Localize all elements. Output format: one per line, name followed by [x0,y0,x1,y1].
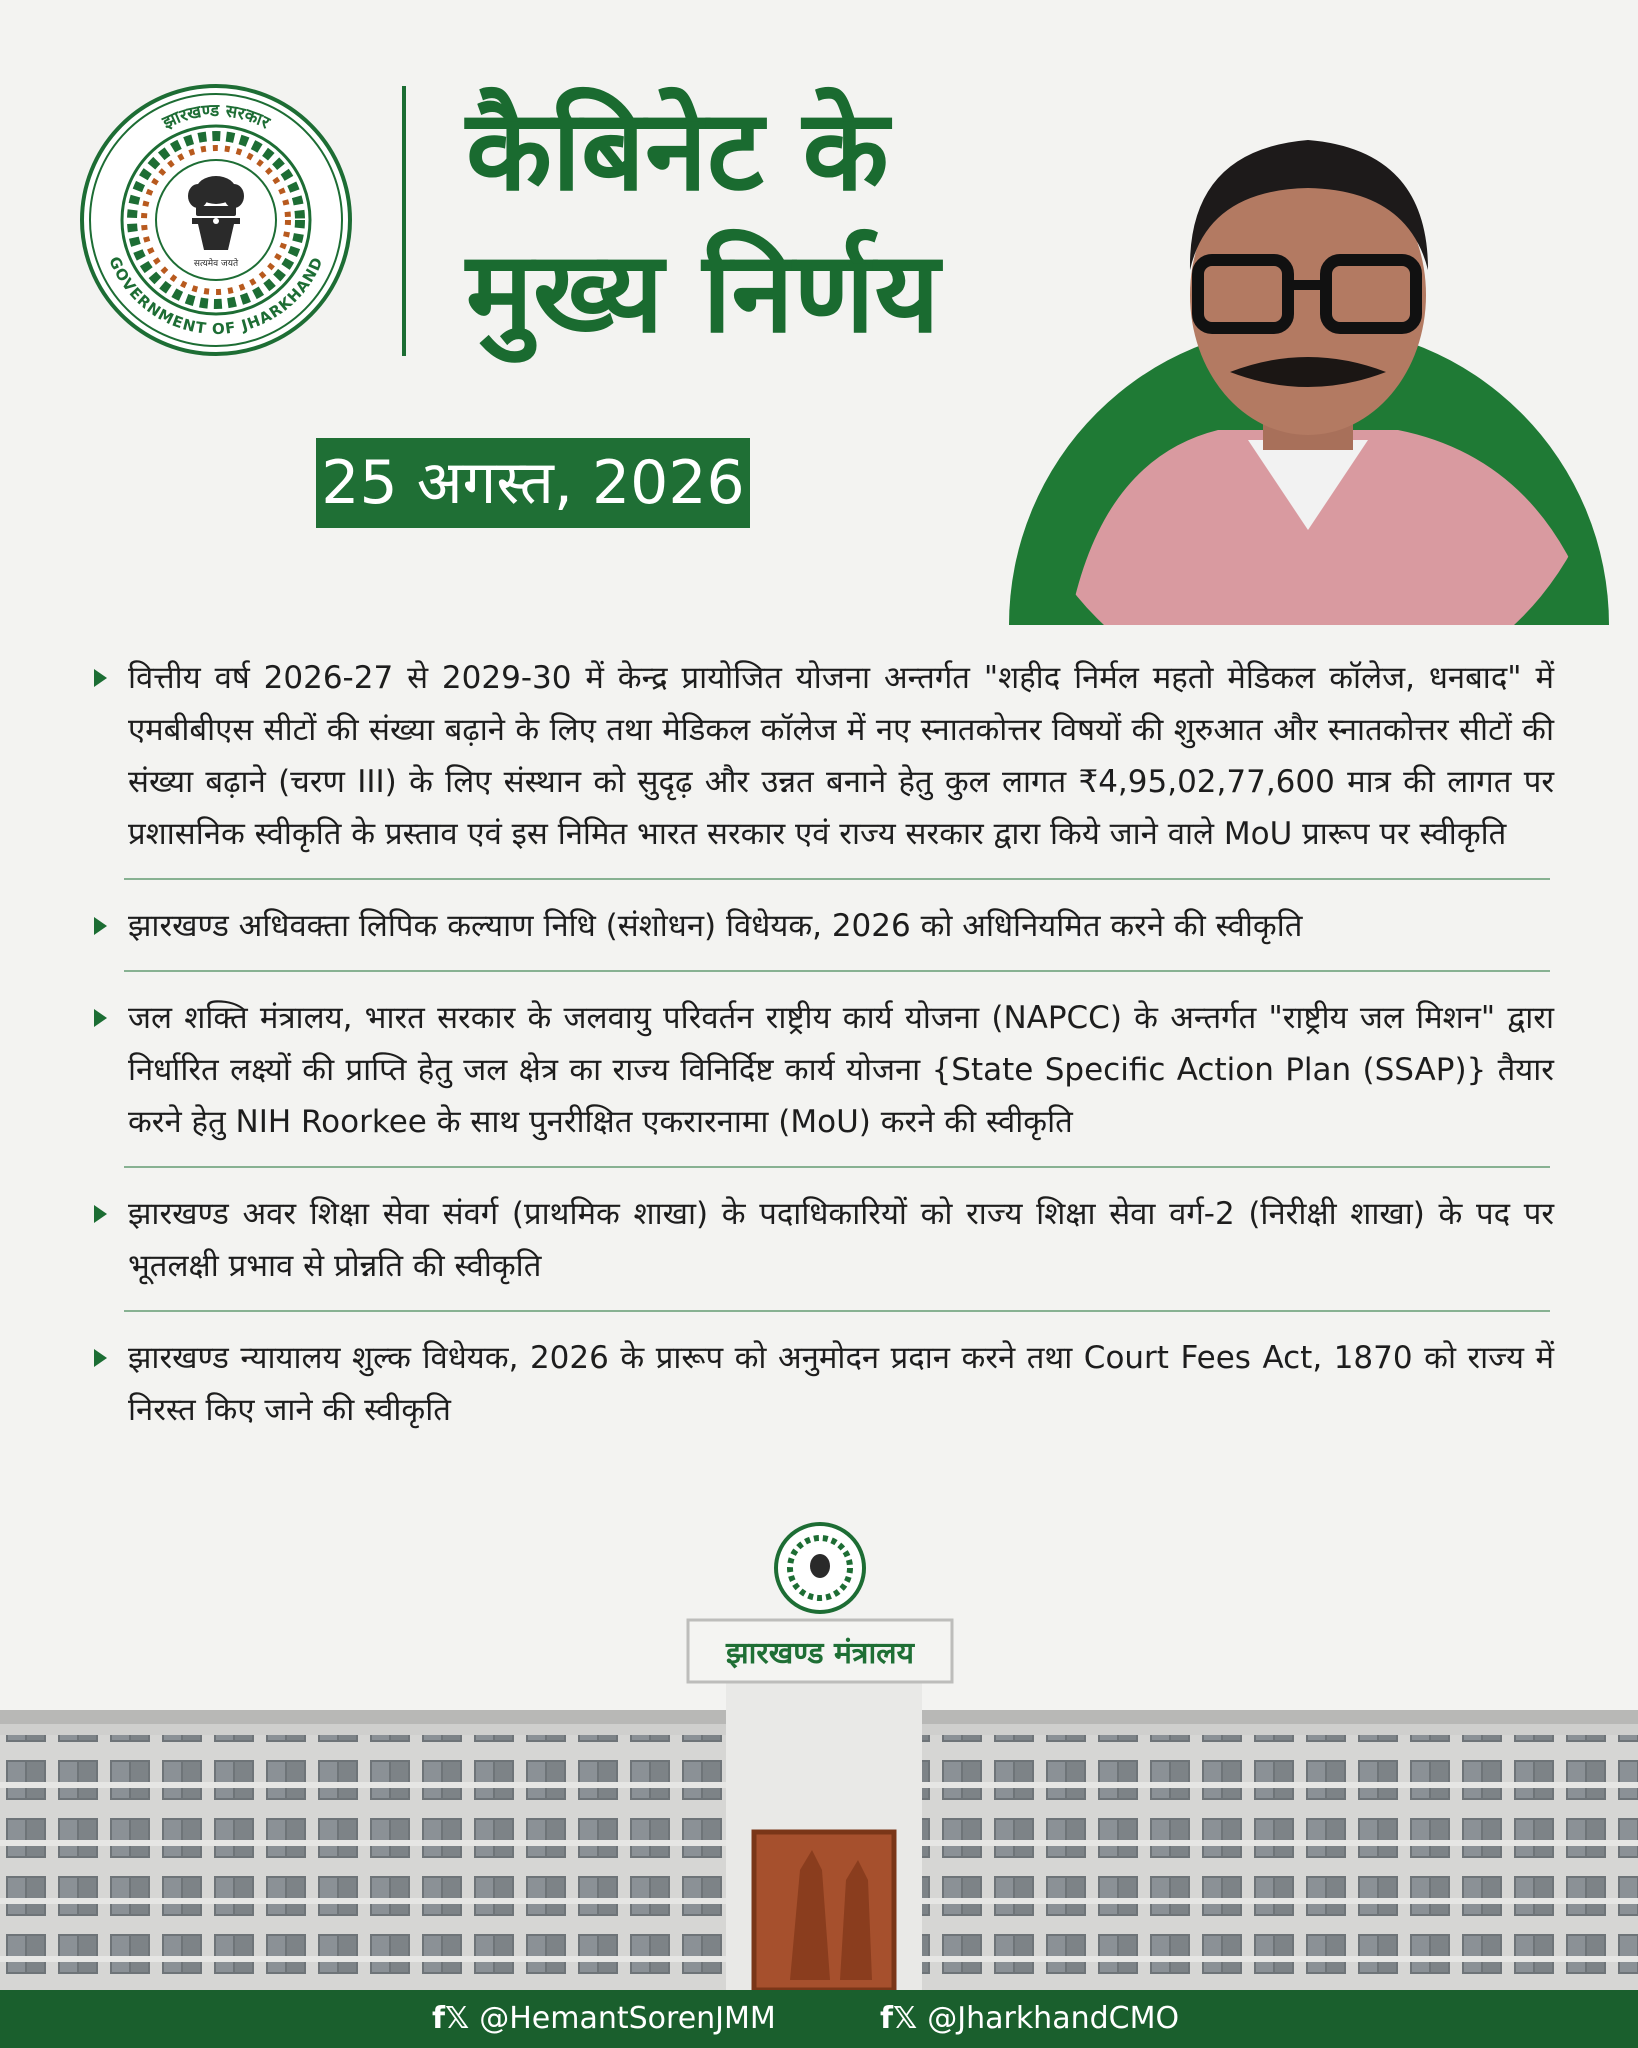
triangle-bullet-icon [94,1009,107,1027]
emblem-bottom-text: GOVERNMENT OF JHARKHAND [105,253,327,339]
divider [124,970,1550,972]
decision-item [92,900,1554,952]
social-handle-cmo[interactable] [880,1990,1179,2048]
decision-text: झारखण्ड अवर शिक्षा सेवा संवर्ग (प्राथमिक शाखा) के पदाधिकारियों को राज्य शिक्षा सेवा वर्ग-2 (निरीक्षी शाखा) के पद पर भूतलक्षी प्रभाव से प्रोन्नति की स्वीकृति [128,1196,1554,1284]
header-divider [402,86,406,356]
facebook-x-icon: f𝕏 [432,2001,470,2036]
title-line-1: कैबिनेट के [466,86,889,216]
decision-item [92,652,1554,860]
triangle-bullet-icon [94,1205,107,1223]
triangle-bullet-icon [94,917,107,935]
decision-text: झारखण्ड न्यायालय शुल्क विधेयक, 2026 के प्रारूप को अनुमोदन प्रदान करने तथा Court Fees Act, 1870 को राज्य में निरस्त किए जाने की स्वीकृति [128,1340,1554,1428]
decision-item [92,992,1554,1148]
emblem-top-text: झारखण्ड सरकार [159,100,273,134]
decision-item [92,1332,1554,1436]
social-handle-hemant[interactable] [432,1990,776,2048]
divider [124,878,1550,880]
divider [124,1310,1550,1312]
emblem-motto: सत्यमेव जयते [193,259,239,269]
facebook-x-icon: f𝕏 [880,2001,918,2036]
government-emblem [78,82,354,358]
secretariat-building [0,1520,1638,1990]
date-badge: 25 अगस्त, 2026 [316,438,750,528]
divider [124,1166,1550,1168]
triangle-bullet-icon [94,1349,107,1367]
handle-text: @JharkhandCMO [927,2001,1180,2036]
triangle-bullet-icon [94,669,107,687]
decision-item [92,1188,1554,1292]
decision-list [92,652,1554,1436]
page-title [466,80,940,364]
handle-text: @HemantSorenJMM [479,2001,776,2036]
decision-text: झारखण्ड अधिवक्ता लिपिक कल्याण निधि (संशोधन) विधेयक, 2026 को अधिनियमित करने की स्वीकृति [128,908,1303,944]
decision-text: वित्तीय वर्ष 2026-27 से 2029-30 में केन्द्र प्रायोजित योजना अन्तर्गत "शहीद निर्मल महतो मेडिकल कॉलेज, धनबाद" में एमबीबीएस सीटों की संख्या बढ़ाने के लिए तथा मेडिकल कॉलेज में नए स्नातकोत्तर विषयों की शुरुआत और स्नातकोत्तर सीटों की संख्या बढ़ाने (चरण III) के लिए संस्थान को सुदृढ़ और उन्नत बनाने हेतु कुल लागत ₹4,95,02,77,600 मात्र की लागत पर प्रशासनिक स्वीकृति के प्रस्ताव एवं इस निमित भारत सरकार एवं राज्य सरकार द्वारा किये जाने वाले MoU प्रारूप पर स्वीकृति [128,660,1554,852]
title-line-2: मुख्य निर्णय [466,228,940,358]
footer-bar [0,1990,1638,2048]
building-sign: झारखण्ड मंत्रालय [725,1636,915,1671]
decision-text: जल शक्ति मंत्रालय, भारत सरकार के जलवायु परिवर्तन राष्ट्रीय कार्य योजना (NAPCC) के अन्तर्गत "राष्ट्रीय जल मिशन" द्वारा निर्धारित लक्ष्यों की प्राप्ति हेतु जल क्षेत्र का राज्य विनिर्दिष्ट कार्य योजना {State Specific Action Plan (SSAP)} तैयार करने हेतु NIH Roorkee के साथ पुनरीक्षित एकरारनामा (MoU) करने की स्वीकृति [128,1000,1554,1140]
small-emblem-icon [810,1554,830,1578]
chief-minister-portrait [1008,110,1610,625]
